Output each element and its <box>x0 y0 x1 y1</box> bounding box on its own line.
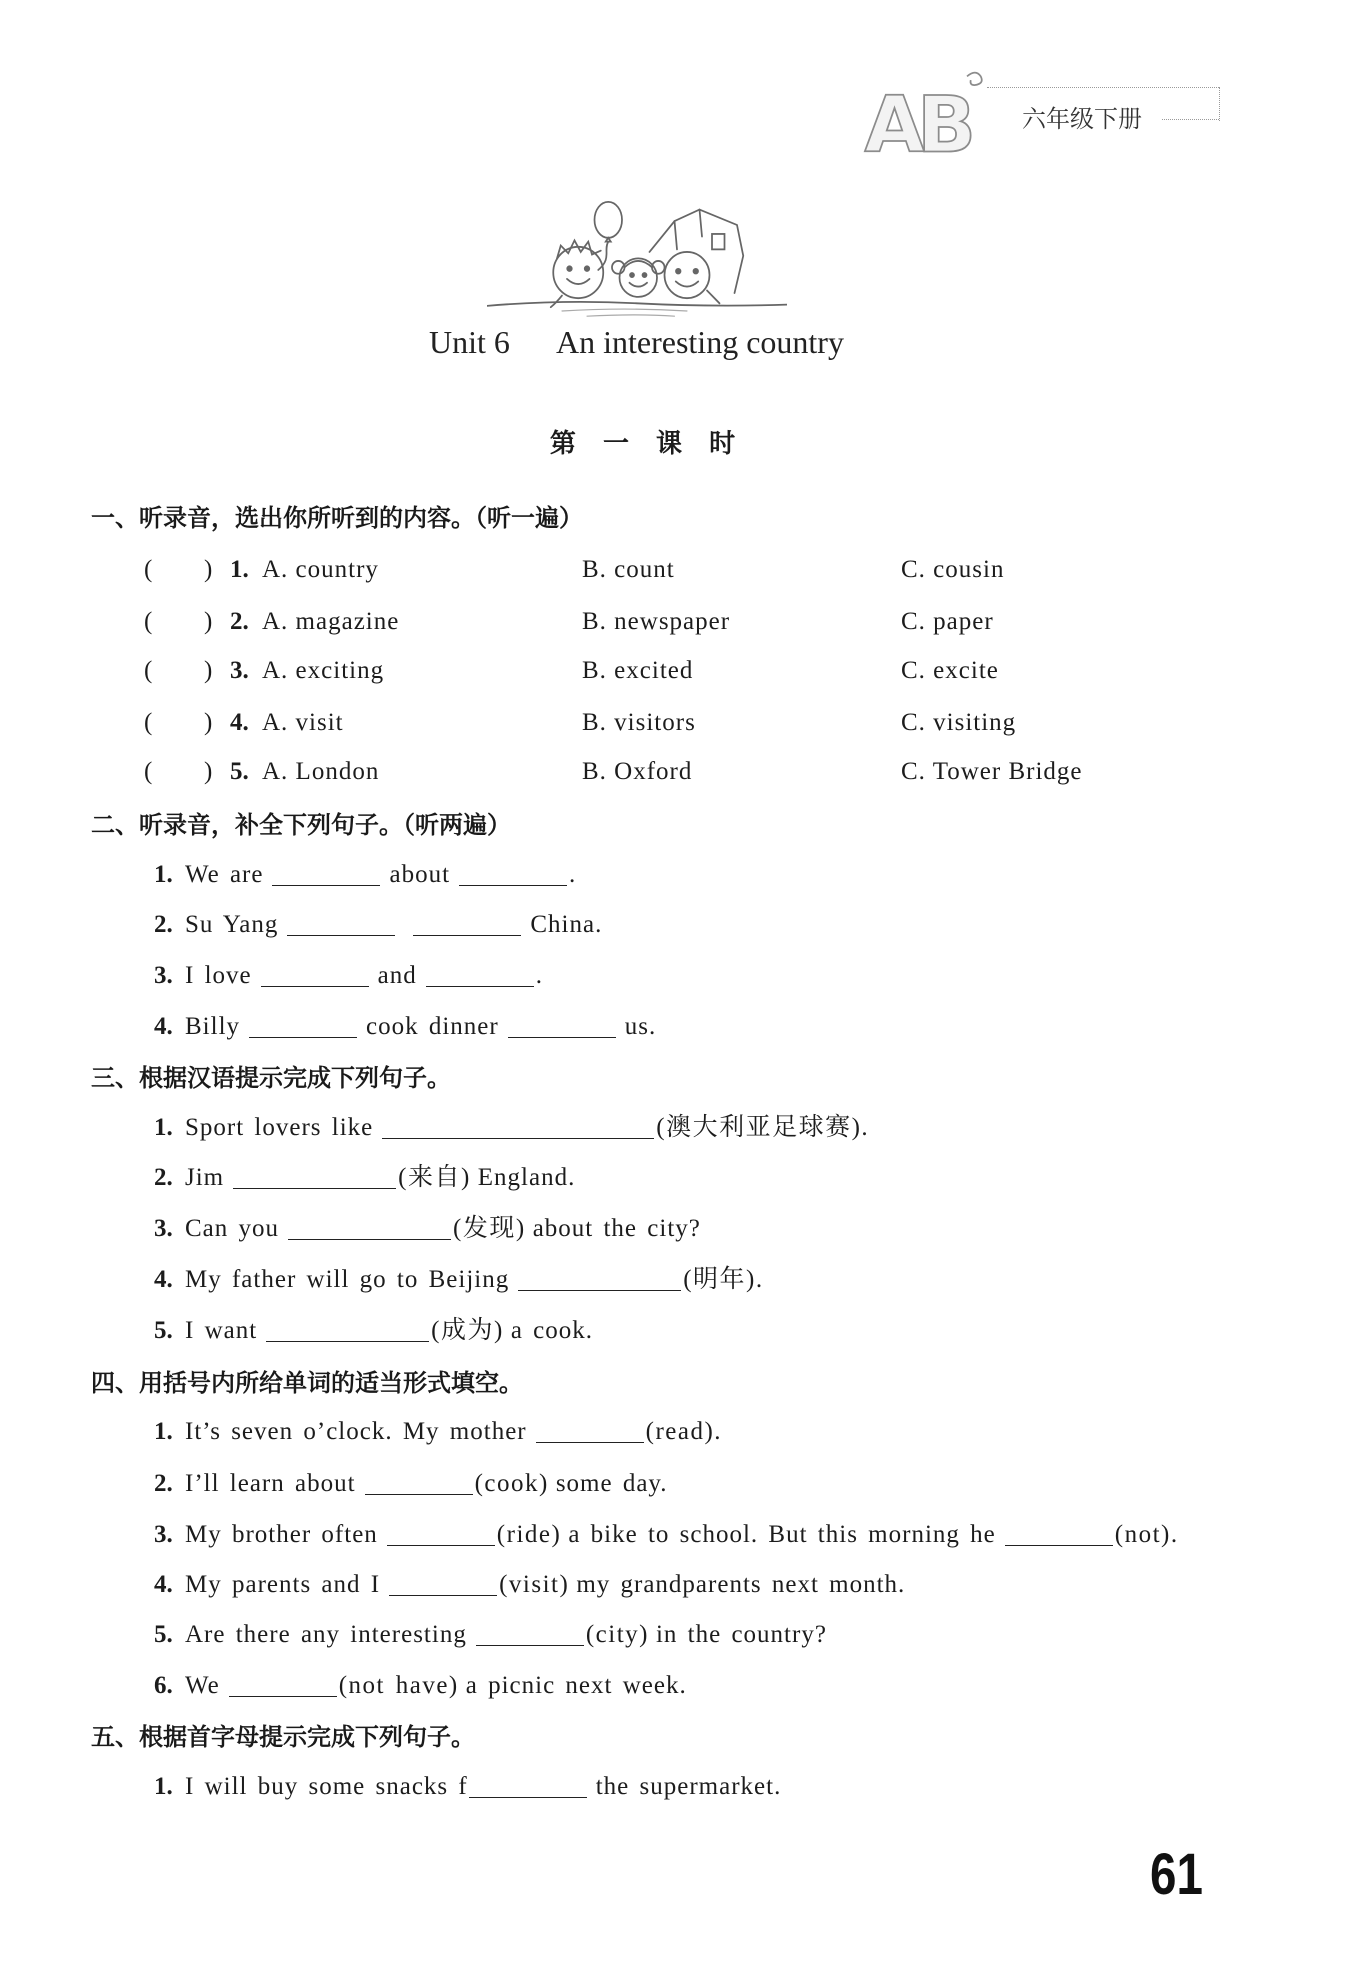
section-heading-word-forms: 四、用括号内所给单词的适当形式填空。 <box>91 1369 523 1397</box>
sentence-text: Sport lovers like <box>185 1114 374 1141</box>
sentence-item <box>154 1264 771 1296</box>
sentence-item <box>154 1112 876 1144</box>
answer-bracket-open: ( <box>144 709 154 736</box>
sentence-text: Jim <box>185 1164 225 1191</box>
sentence-text: cook dinner <box>366 1013 499 1040</box>
item-number: 4. <box>154 1013 173 1040</box>
option-a: A. visit <box>262 709 344 736</box>
sentence-text: about <box>389 861 451 888</box>
chinese-hint: (明年). <box>683 1266 764 1293</box>
listening-item <box>0 756 1350 788</box>
sentence-text: about the city? <box>532 1215 701 1242</box>
item-number: 6. <box>154 1672 173 1699</box>
answer-blank <box>229 1696 337 1697</box>
item-number: 3. <box>230 657 249 684</box>
option-a: A. London <box>262 758 380 785</box>
sentence-item <box>154 909 602 941</box>
item-number: 5. <box>154 1621 173 1648</box>
answer-blank <box>413 935 521 936</box>
word-hint: (not have) <box>338 1672 459 1699</box>
answer-blank <box>261 986 369 987</box>
sentence-item <box>154 1569 905 1601</box>
balloon-string <box>598 238 611 270</box>
sentence-text: It’s seven o’clock. My mother <box>185 1418 527 1445</box>
sentence-text: Su Yang <box>185 911 279 938</box>
item-number: 3. <box>154 1521 173 1548</box>
option-b: B. Oxford <box>582 758 693 785</box>
sentence-text: a picnic next week. <box>465 1672 687 1699</box>
sentence-item <box>154 1771 781 1803</box>
option-b: B. newspaper <box>582 608 731 635</box>
answer-blank <box>266 1341 429 1342</box>
sentence-text: I’ll learn about <box>185 1470 356 1497</box>
sentence-text: . <box>535 962 543 989</box>
sentence-text: . <box>569 861 577 888</box>
balloon-icon <box>595 202 623 238</box>
item-number: 3. <box>154 962 173 989</box>
item-number: 2. <box>154 1470 173 1497</box>
item-number: 2. <box>154 911 173 938</box>
answer-bracket-close: ) <box>204 758 214 785</box>
listening-item <box>0 606 1350 638</box>
answer-bracket-close: ) <box>204 657 214 684</box>
answer-bracket-open: ( <box>144 556 154 583</box>
lesson-title: 第 一 课 时 <box>549 429 745 459</box>
item-number: 1. <box>154 1773 173 1800</box>
item-number: 3. <box>154 1215 173 1242</box>
sentence-item <box>154 1162 575 1194</box>
children-illustration <box>487 198 787 320</box>
word-hint: (city) <box>585 1621 649 1648</box>
answer-blank <box>287 935 395 936</box>
sentence-text: in the country? <box>655 1621 827 1648</box>
page-number: 61 <box>1150 1842 1203 1907</box>
item-number: 1. <box>230 556 249 583</box>
option-c: C. cousin <box>901 556 1005 583</box>
series-logo <box>862 58 987 166</box>
listening-item <box>0 707 1350 739</box>
answer-blank <box>536 1442 644 1443</box>
ground-line <box>487 302 787 306</box>
answer-bracket-close: ) <box>204 556 214 583</box>
sentence-item <box>154 1011 656 1043</box>
boy-face-icon <box>551 240 604 307</box>
answer-blank <box>387 1545 495 1546</box>
item-number: 4. <box>154 1571 173 1598</box>
option-a: A. magazine <box>262 608 400 635</box>
sentence-text: China. <box>530 911 603 938</box>
answer-blank <box>249 1037 357 1038</box>
option-a: A. country <box>262 556 379 583</box>
sentence-item <box>154 1315 593 1347</box>
grade-label: 六年级下册 <box>1022 105 1142 133</box>
chinese-hint: (发现) <box>453 1215 526 1242</box>
answer-bracket-close: ) <box>204 709 214 736</box>
logo-lettering: AB <box>864 80 969 166</box>
item-number: 4. <box>154 1266 173 1293</box>
ground-sketch <box>562 309 687 316</box>
answer-blank <box>288 1239 451 1240</box>
sentence-text: I will buy some snacks f <box>185 1773 468 1800</box>
answer-bracket-open: ( <box>144 657 154 684</box>
answer-blank <box>508 1037 616 1038</box>
sentence-text: We are <box>185 861 264 888</box>
sentence-text: my grandparents next month. <box>576 1571 906 1598</box>
sentence-item <box>154 960 543 992</box>
option-c: C. visiting <box>901 709 1017 736</box>
girl-face-icon <box>612 258 665 297</box>
answer-blank <box>476 1645 584 1646</box>
section-heading-listening-choice: 一、听录音，选出你所听到的内容。（听一遍） <box>91 504 583 532</box>
sentence-text: Can you <box>185 1215 280 1242</box>
sentence-item <box>154 1519 1186 1551</box>
answer-blank <box>233 1188 396 1189</box>
item-number: 5. <box>154 1317 173 1344</box>
house-kid-icon <box>650 210 744 304</box>
sentence-item <box>154 1619 827 1651</box>
sentence-text: England. <box>477 1164 576 1191</box>
sentence-text: some day. <box>555 1470 668 1497</box>
sentence-item <box>154 1213 701 1245</box>
answer-blank <box>1005 1545 1113 1546</box>
chinese-hint: (成为) <box>431 1317 504 1344</box>
unit-title: An interesting country <box>556 324 844 360</box>
answer-blank <box>365 1494 473 1495</box>
header-dotted-rule-short <box>1162 119 1219 120</box>
answer-blank <box>382 1138 654 1139</box>
option-a: A. exciting <box>262 657 385 684</box>
answer-blank <box>459 885 567 886</box>
item-number: 4. <box>230 709 249 736</box>
section-heading-listening-fill: 二、听录音，补全下列句子。（听两遍） <box>91 811 511 839</box>
section-heading-chinese-hints: 三、根据汉语提示完成下列句子。 <box>91 1064 451 1092</box>
sentence-text: and <box>377 962 417 989</box>
listening-item <box>0 554 1350 586</box>
word-hint: (cook) <box>474 1470 549 1497</box>
option-c: C. excite <box>901 657 999 684</box>
header-dotted-rule <box>987 87 1219 88</box>
sentence-text: the supermarket. <box>595 1773 782 1800</box>
answer-blank <box>518 1290 681 1291</box>
listening-item <box>0 655 1350 687</box>
sentence-text: My father will go to Beijing <box>185 1266 510 1293</box>
section-heading-initial-letters: 五、根据首字母提示完成下列句子。 <box>91 1723 475 1751</box>
sentence-text: I love <box>185 962 252 989</box>
chinese-hint: (来自) <box>398 1164 471 1191</box>
answer-blank <box>469 1797 587 1798</box>
item-number: 1. <box>154 1114 173 1141</box>
item-number: 2. <box>230 608 249 635</box>
chinese-hint: (澳大利亚足球赛). <box>656 1114 870 1141</box>
sentence-text: us. <box>624 1013 657 1040</box>
item-number: 5. <box>230 758 249 785</box>
option-c: C. paper <box>901 608 994 635</box>
option-c: C. Tower Bridge <box>901 758 1083 785</box>
item-number: 1. <box>154 861 173 888</box>
answer-blank <box>426 986 534 987</box>
unit-number: Unit 6 <box>429 324 510 360</box>
answer-blank <box>389 1595 497 1596</box>
answer-blank <box>272 885 380 886</box>
answer-bracket-open: ( <box>144 608 154 635</box>
item-number: 1. <box>154 1418 173 1445</box>
sentence-text: a bike to school. But this morning he <box>568 1521 996 1548</box>
word-hint: (not). <box>1114 1521 1179 1548</box>
sentence-text: My brother often <box>185 1521 378 1548</box>
answer-bracket-open: ( <box>144 758 154 785</box>
sentence-text: We <box>185 1672 220 1699</box>
option-b: B. count <box>582 556 675 583</box>
word-hint: (ride) <box>496 1521 562 1548</box>
answer-bracket-close: ) <box>204 608 214 635</box>
sentence-text: Billy <box>185 1013 241 1040</box>
sentence-text: I want <box>185 1317 258 1344</box>
option-b: B. excited <box>582 657 694 684</box>
sentence-item <box>154 859 576 891</box>
sentence-item <box>154 1670 687 1702</box>
word-hint: (read). <box>645 1418 723 1445</box>
sentence-text: Are there any interesting <box>185 1621 467 1648</box>
sentence-text: My parents and I <box>185 1571 381 1598</box>
sentence-item <box>154 1468 668 1500</box>
sentence-item <box>154 1416 729 1448</box>
item-number: 2. <box>154 1164 173 1191</box>
header-dotted-rule-vertical <box>1219 87 1220 121</box>
logo-swirl-icon <box>967 73 982 86</box>
option-b: B. visitors <box>582 709 696 736</box>
word-hint: (visit) <box>499 1571 570 1598</box>
sentence-text: a cook. <box>510 1317 594 1344</box>
